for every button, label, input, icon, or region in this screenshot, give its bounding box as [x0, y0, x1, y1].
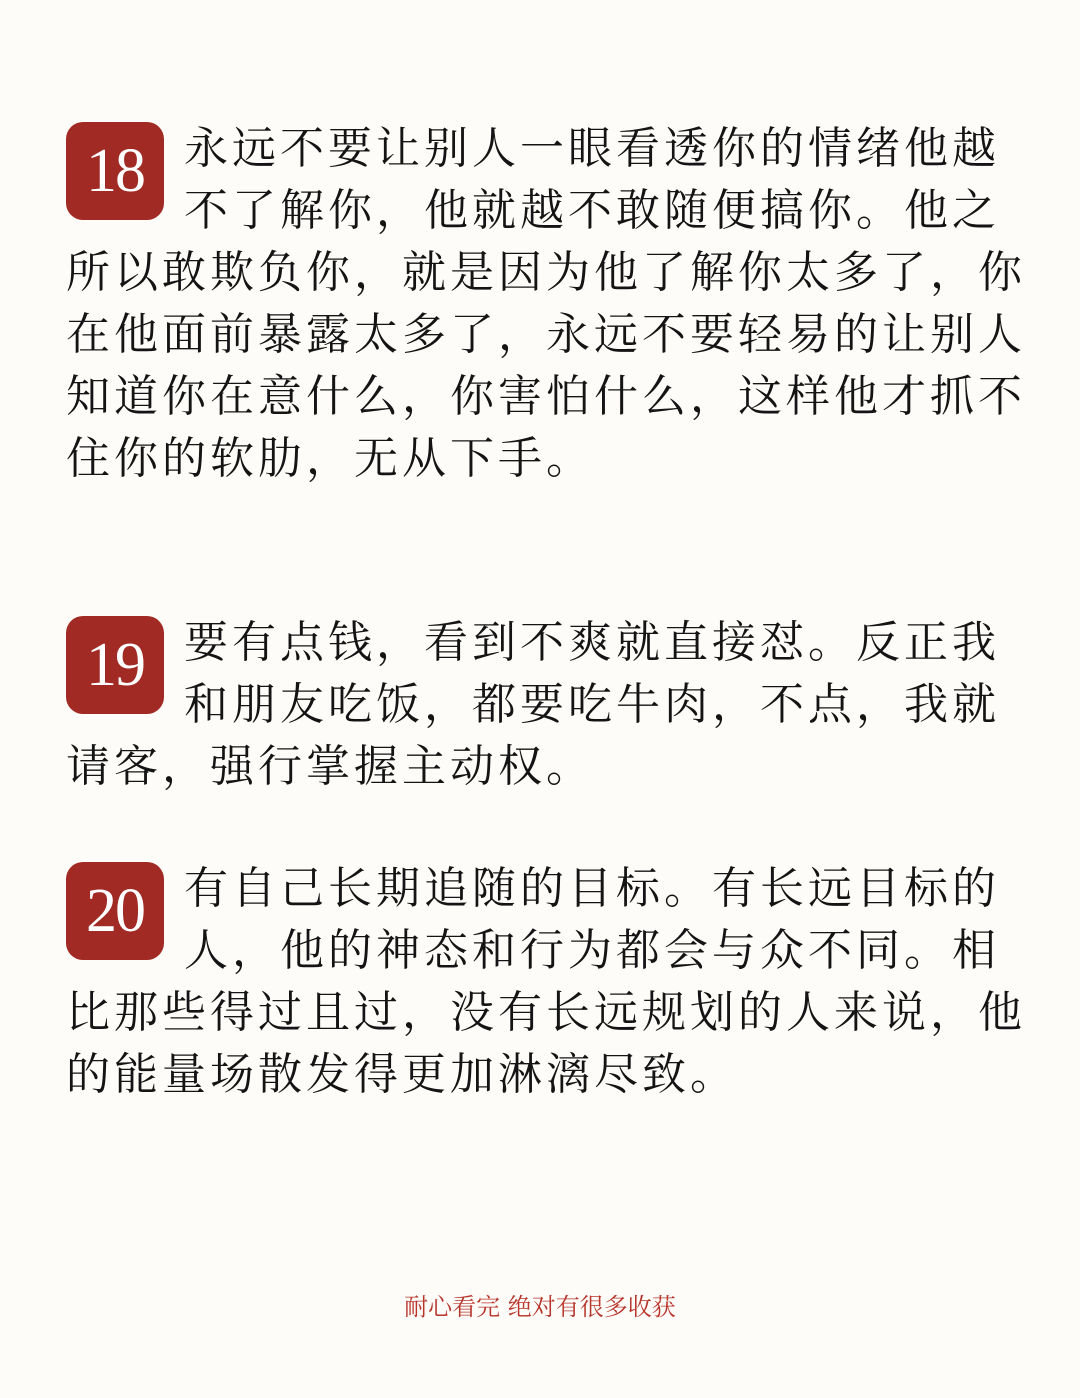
- tip-18: [66, 118, 1026, 490]
- number-badge: 19: [66, 616, 164, 714]
- number-badge: 18: [66, 122, 164, 220]
- tip-text: 永远不要让别人一眼看透你的情绪他越不了解你，他就越不敢随便搞你。他之所以敢欺负你，就是因为他了解你太多了，你在他面前暴露太多了，永远不要轻易的让别人知道你在意什么，你害怕什么，这样他才抓不住你的软肋，无从下手。: [66, 123, 1026, 484]
- tip-19: [66, 612, 1026, 798]
- number-badge: 20: [66, 862, 164, 960]
- footer-caption: 耐心看完 绝对有很多收获: [404, 1293, 676, 1321]
- tip-20: [66, 858, 1026, 1106]
- tip-text: 有自己长期追随的目标。有长远目标的人，他的神态和行为都会与众不同。相比那些得过且过，没有长远规划的人来说，他的能量场散发得更加淋漓尽致。: [66, 863, 1026, 1100]
- tip-text: 要有点钱，看到不爽就直接怼。反正我和朋友吃饭，都要吃牛肉，不点，我就请客，强行掌握主动权。: [66, 617, 1000, 792]
